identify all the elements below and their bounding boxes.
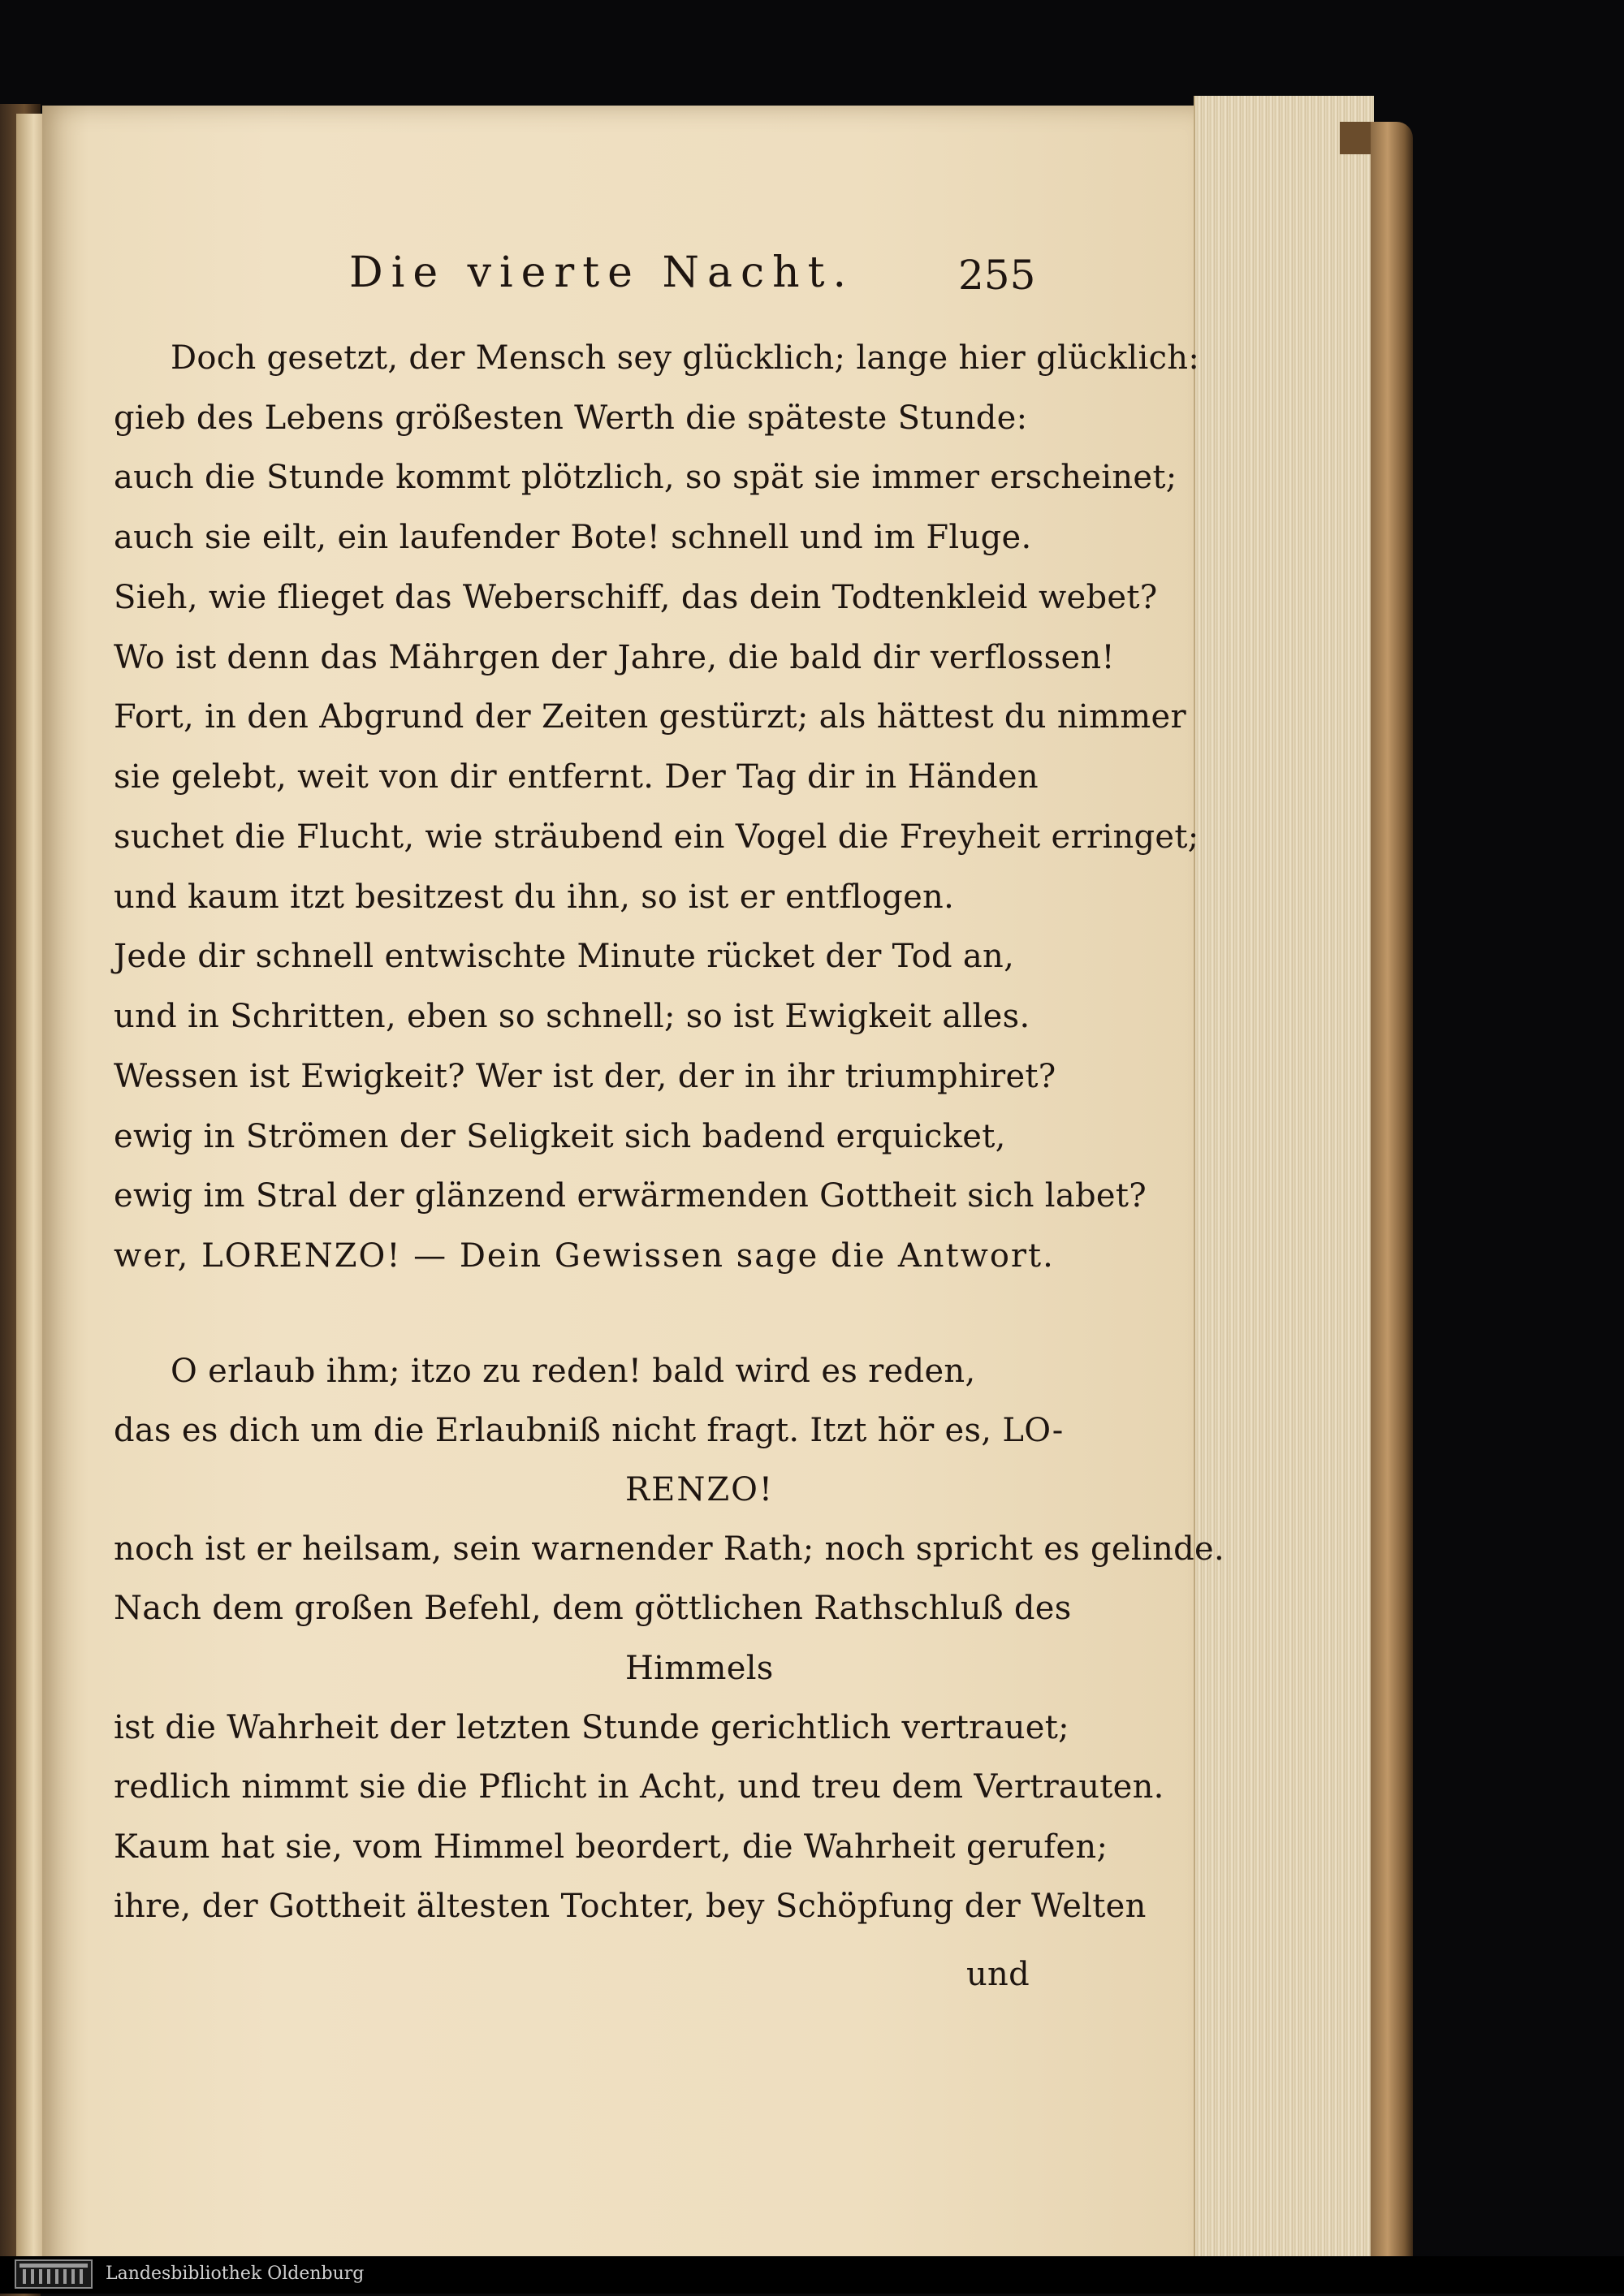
text-line: gieb des Lebens größesten Werth die späteste Stunde: [114,399,1028,437]
text-line: Nach dem großen Befehl, dem göttlichen Rathschluß des [114,1590,1072,1627]
text-line: und in Schritten, eben so schnell; so ist Ewigkeit alles. [114,998,1030,1035]
text-line: suchet die Flucht, wie sträubend ein Vogel die Freyheit erringet; [114,818,1199,856]
text-line: Wessen ist Ewigkeit? Wer ist der, der in ihr triumphiret? [114,1058,1056,1095]
text-line: wer, LORENZO! — Dein Gewissen sage die Antwort. [114,1237,1055,1275]
catchword: und [966,1956,1030,1993]
text-line: noch ist er heilsam, sein warnender Rath; noch spricht es gelinde. [114,1530,1225,1568]
text-line: das es dich um die Erlaubniß nicht fragt. Itzt hör es, LO- [114,1412,1064,1449]
page-number: 255 [958,252,1036,299]
text-line: Sieh, wie flieget das Weberschiff, das dein Todtenkleid webet? [114,579,1158,616]
text-line: Himmels [625,1650,774,1687]
text-line: Doch gesetzt, der Mensch sey glücklich; lange hier glücklich: [171,339,1200,377]
library-logo-icon [15,2259,93,2289]
text-line: Kaum hat sie, vom Himmel beordert, die Wahrheit gerufen; [114,1828,1108,1866]
text-line: Fort, in den Abgrund der Zeiten gestürzt; als hättest du nimmer [114,698,1186,736]
text-line: O erlaub ihm; itzo zu reden! bald wird es reden, [171,1353,976,1390]
text-line: ihre, der Gottheit ältesten Tochter, bey Schöpfung der Welten [114,1888,1147,1925]
running-header: Die vierte Nacht. [349,248,855,297]
text-line: auch sie eilt, ein laufender Bote! schnell und im Fluge. [114,519,1032,556]
text-line: ewig in Strömen der Seligkeit sich badend erquicket, [114,1118,1006,1155]
text-line: ewig im Stral der glänzend erwärmenden Gottheit sich labet? [114,1177,1147,1215]
text-line: und kaum itzt besitzest du ihn, so ist er entflogen. [114,878,955,916]
text-line: Jede dir schnell entwischte Minute rücket der Tod an, [114,938,1015,975]
text-line: ist die Wahrheit der letzten Stunde gerichtlich vertrauet; [114,1709,1069,1746]
text-line: Wo ist denn das Mährgen der Jahre, die bald dir verflossen! [114,639,1115,676]
text-line: RENZO! [625,1471,774,1508]
text-line: redlich nimmt sie die Pflicht in Acht, und treu dem Vertrauten. [114,1768,1164,1806]
text-line: sie gelebt, weit von dir entfernt. Der Tag dir in Händen [114,758,1039,796]
library-name: Landesbibliothek Oldenburg [106,2264,365,2284]
text-line: auch die Stunde kommt plötzlich, so spät sie immer erscheinet; [114,459,1177,496]
